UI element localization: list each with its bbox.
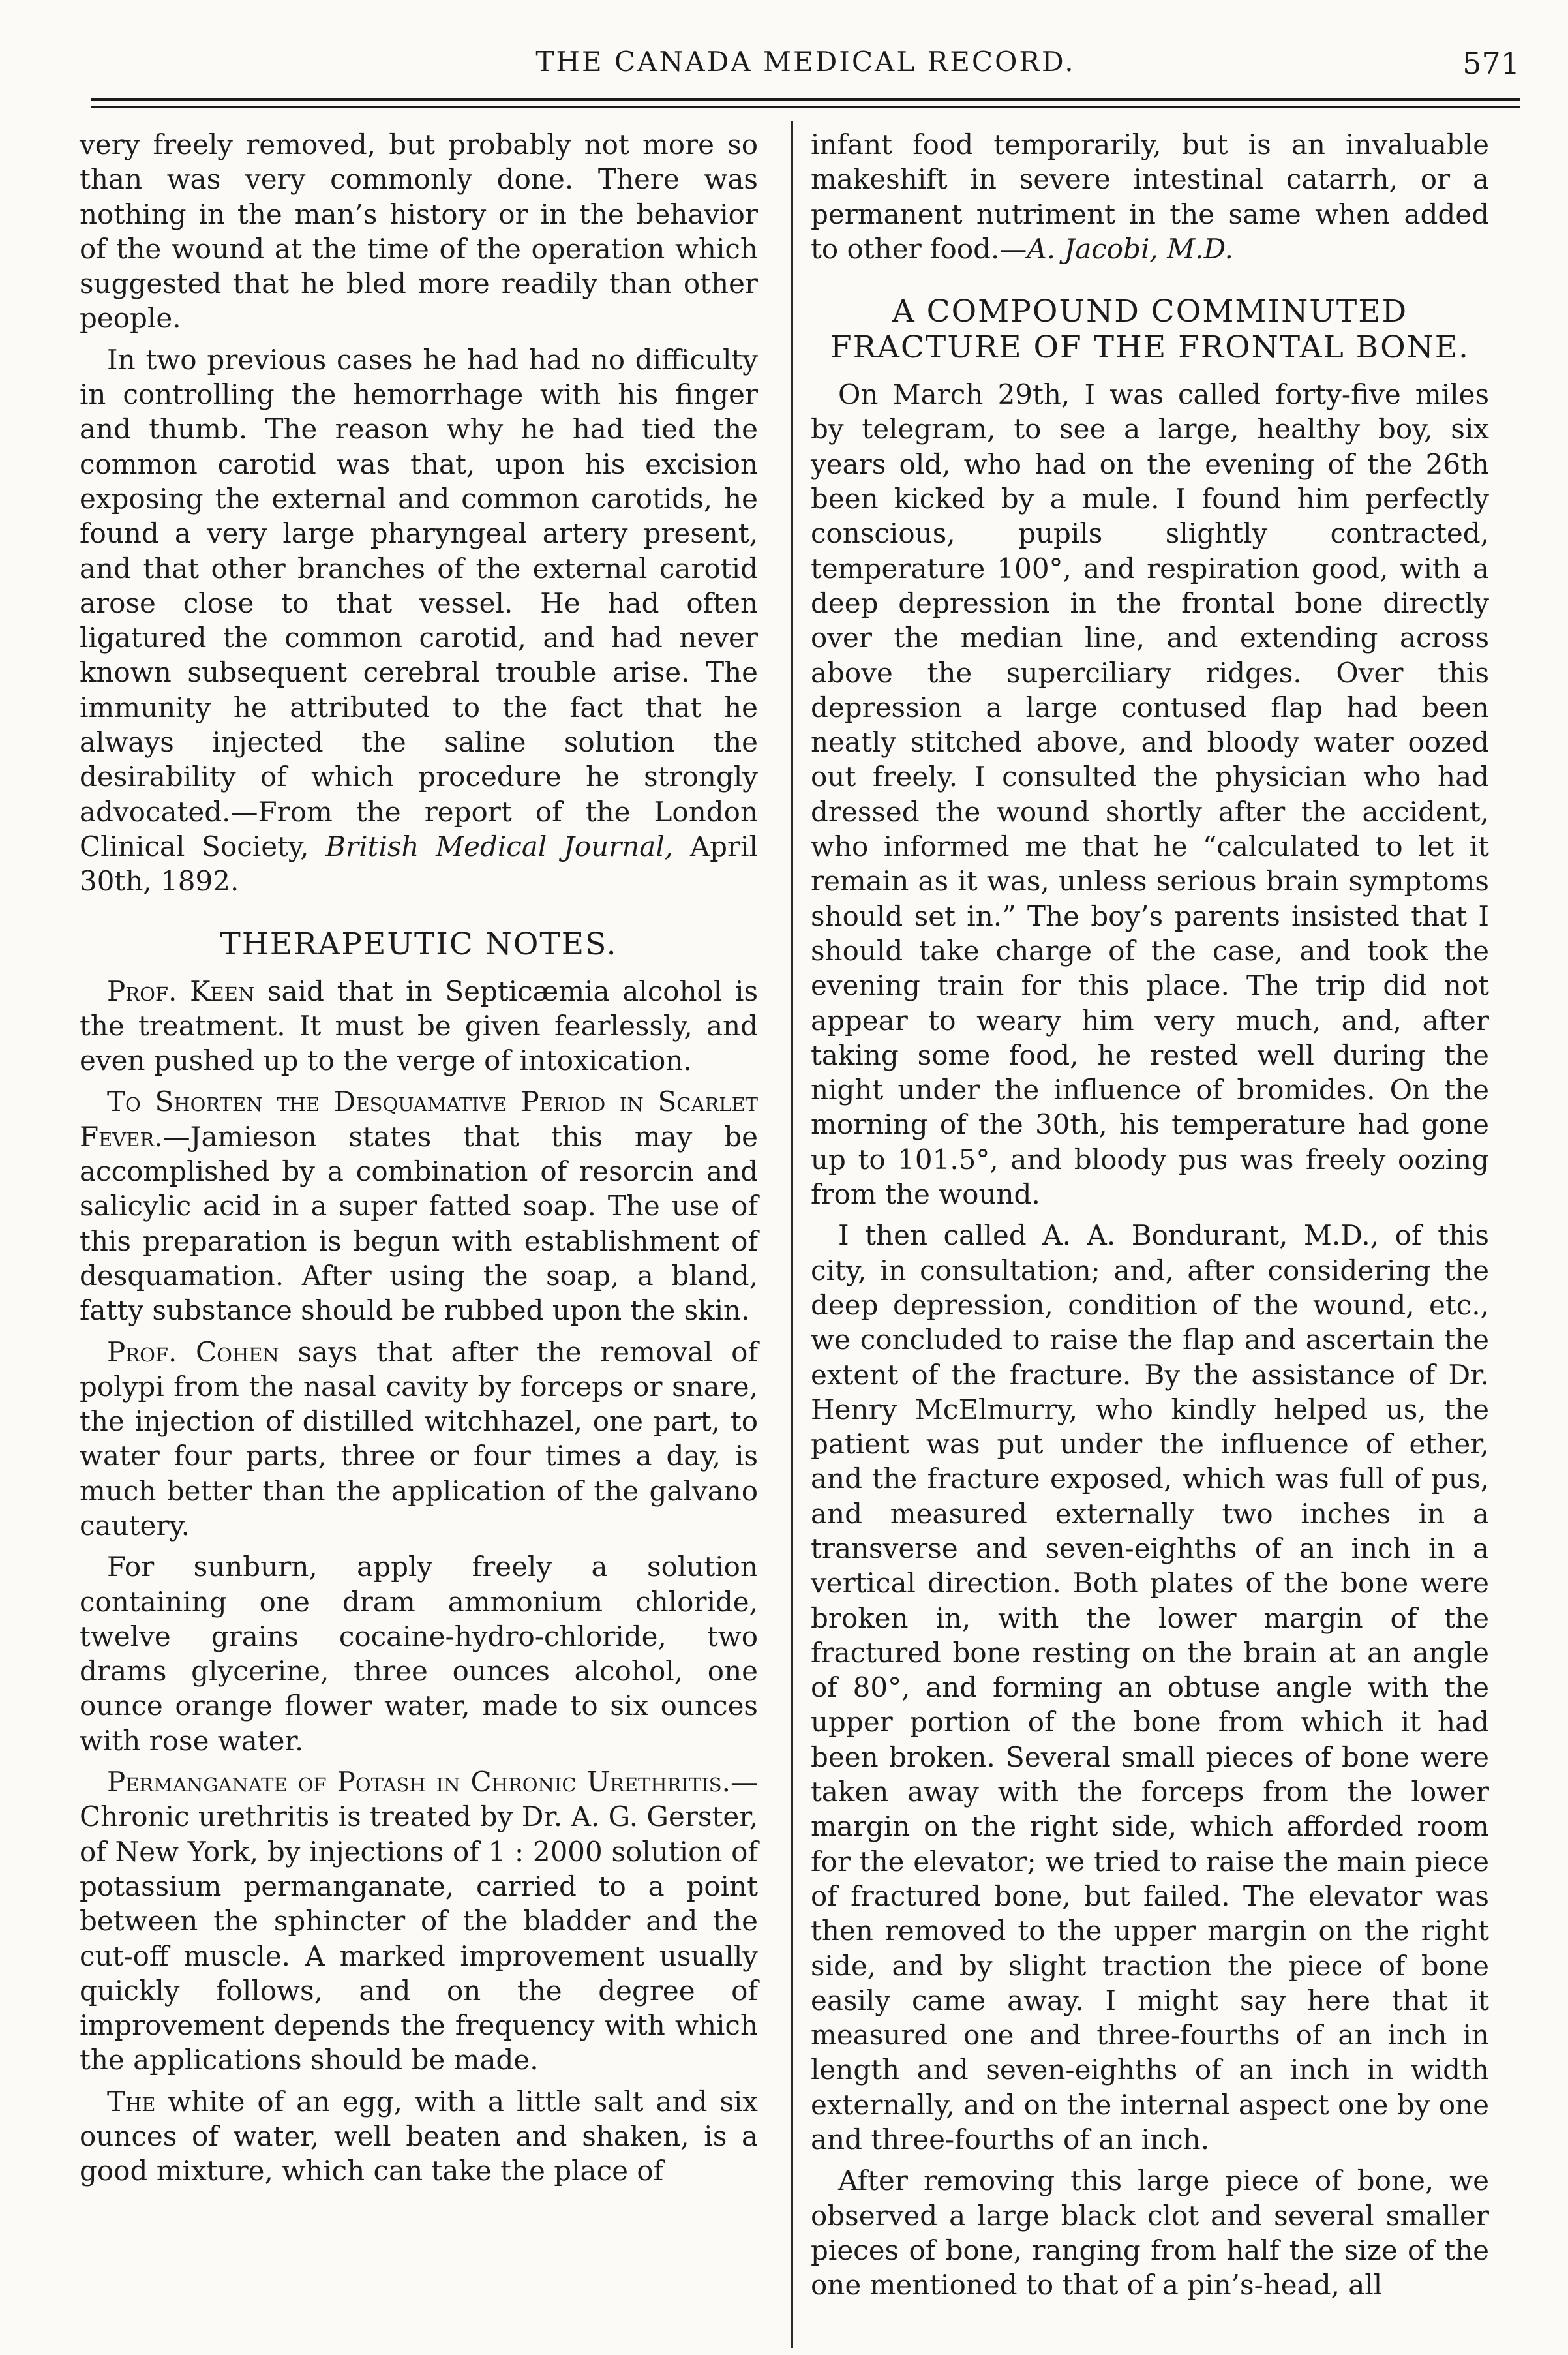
- paragraph: very freely removed, but probably not more so than was very commonly done. There was nothing in the man’s history or in the behavior of the wound at the time of the operation which suggested that he bled more readily than other people.: [80, 129, 758, 335]
- author-signature: A. Jacobi, M.D.: [1027, 232, 1233, 265]
- left-column: [80, 127, 758, 2195]
- header-rule-thick: [91, 98, 1520, 101]
- note-cohen: [80, 1335, 758, 1543]
- note-keen: [80, 974, 758, 1078]
- note-text: says that after the removal of polypi from the nasal cavity by forceps or snare, the injection of distilled witchhazel, one part, to water four parts, three or four times a day, is much better than the application of the galvano cautery.: [80, 1335, 759, 1542]
- note-author: Prof. Cohen: [107, 1335, 279, 1368]
- source-journal: British Medical Journal,: [325, 830, 674, 862]
- note-title: Permanganate of Potash in Chronic Urethritis.: [107, 1766, 731, 1799]
- paragraph: I then called A. A. Bondurant, M.D., of this city, in consultation; and, after considering the deep depression, condition of the wound, etc., we concluded to raise the flap and ascertain the extent of the fracture. By the assistance of Dr. Henry McElmurry, who kindly helped us, the patient was put under the influence of ether, and the fracture exposed, which was full of pus, and measured externally two inches in a transverse and seven-eighths of an inch in a vertical direction. Both plates of the bone were broken in, with the lower margin of the fractured bone resting on the brain at an angle of 80°, and forming an obtuse angle with the upper portion of the bone from which it had been broken. Several small pieces of bone were taken away with the forceps from the lower margin on the right side, which afforded room for the elevator; we tried to raise the main piece of fractured bone, but failed. The elevator was then removed to the upper margin on the right side, and by slight traction the piece of bone easily came away. I might say here that it measured one and three-fourths of an inch in length and seven-eighths of an inch in width externally, and on the internal aspect one by one and three-fourths of an inch.: [811, 1219, 1489, 2156]
- note-author: Prof. Keen: [107, 975, 255, 1007]
- note-text: said that in Septicæmia alcohol is the treatment. It must be given fearlessly, and even pushed up to the verge of intoxication.: [80, 975, 758, 1077]
- note-title: To Shorten the Desquamative Period in Scarlet Fever.: [80, 1086, 758, 1153]
- source-date: April 30th, 1892.: [80, 830, 758, 898]
- paragraph-text: In two previous cases he had had no difficulty in controlling the hemorrhage with his finger and thumb. The reason why he had tied the common carotid was that, upon his excision exposing the external and common carotids, he found a very large pharyngeal artery present, and that other branches of the external carotid arose close to that vessel. He had often ligatured the common carotid, and had never known subsequent cerebral trouble arise. The immunity he attributed to the fact that he always injected the saline solution the desirability of which procedure he strongly advocated.—From the report of the London Clinical Society,: [80, 343, 758, 862]
- paragraph: [811, 127, 1489, 266]
- column-divider: [791, 121, 793, 2348]
- note-text: white of an egg, with a little salt and six ounces of water, well beaten and shaken, is a good mixture, which can take the place of: [80, 2085, 758, 2187]
- journal-title: THE CANADA MEDICAL RECORD.: [535, 46, 1076, 78]
- header-rule-thin: [91, 106, 1520, 108]
- note-lead: The: [107, 2085, 156, 2118]
- paragraph: After removing this large piece of bone, we observed a large black clot and several smaller pieces of bone, ranging from half the size of the one mentioned to that of a pin’s-head, all: [811, 2165, 1489, 2302]
- page-number: 571: [1462, 46, 1520, 81]
- paragraph-text: infant food temporarily, but is an invaluable makeshift in severe intestinal catarrh, or a permanent nutriment in the same when added to other food.—: [811, 129, 1489, 265]
- note-desquamative: [80, 1084, 758, 1328]
- note-text: —Chronic urethritis is treated by Dr. A. G. Gerster, of New York, by injections of 1 : 2000 solution of potassium permanganate, carried to a point between the sphincter of the bladder and the cut-off muscle. A marked improvement usually quickly follows, and on the degree of improvement depends the frequency with which the applications should be made.: [80, 1766, 758, 2076]
- note-egg: [80, 2084, 758, 2189]
- note-sunburn: For sunburn, apply freely a solution containing one dram ammonium chloride, twelve grains cocaine-hydro-chloride, two drams glycerine, three ounces alcohol, one ounce orange flower water, made to six ounces with rose water.: [80, 1551, 758, 1757]
- note-permanganate: [80, 1765, 758, 2078]
- paragraph: [80, 342, 758, 899]
- note-text: —Jamieson states that this may be accomplished by a combination of resorcin and salicylic acid in a super fatted soap. The use of this preparation is begun with establishment of desquamation. After using the soap, a bland, fatty substance should be rubbed upon the skin.: [80, 1120, 758, 1327]
- running-header: [91, 46, 1520, 91]
- article-heading: A COMPOUND COMMINUTED FRACTURE OF THE FRONTAL BONE.: [830, 294, 1470, 366]
- section-heading: THERAPEUTIC NOTES.: [220, 926, 618, 962]
- right-column: [811, 127, 1489, 2309]
- paragraph: On March 29th, I was called forty-five miles by telegram, to see a large, healthy boy, six years old, who had on the evening of the 26th been kicked by a mule. I found him perfectly conscious, pupils slightly contracted, temperature 100°, and respiration good, with a deep depression in the frontal bone directly over the median line, and extending across above the superciliary ridges. Over this depression a large contused flap had been neatly stitched above, and bloody water oozed out freely. I consulted the physician who had dressed the wound shortly after the accident, who informed me that he “calculated to let it remain as it was, unless serious brain symptoms should set in.” The boy’s parents insisted that I should take charge of the case, and took the evening train for this place. The trip did not appear to weary him very much, and, after taking some food, he rested well during the night under the influence of bromides. On the morning of the 30th, his temperature had gone up to 101.5°, and bloody pus was freely oozing from the wound.: [811, 378, 1489, 1211]
